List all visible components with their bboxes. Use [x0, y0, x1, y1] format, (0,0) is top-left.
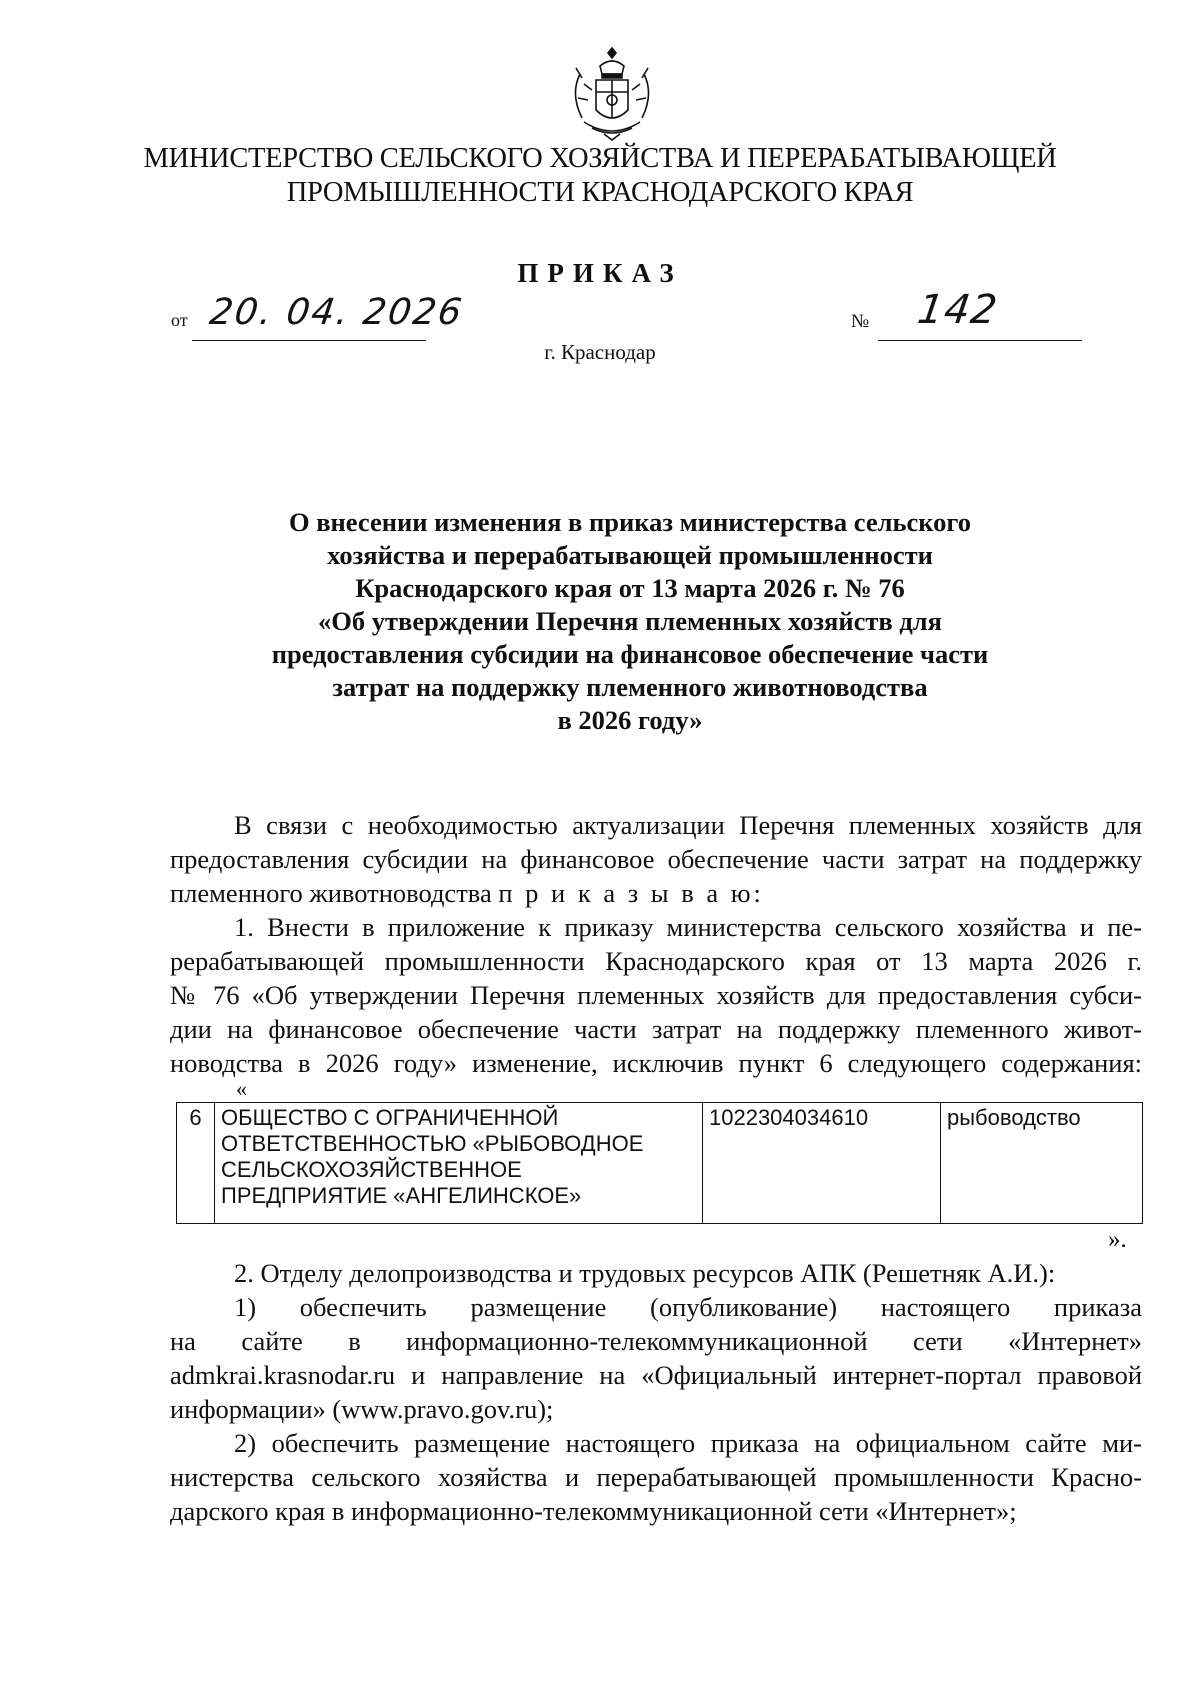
intro-line: предоставления субсидии на финансовое обеспечение части затрат на поддержку — [170, 844, 1142, 874]
quote-close: ». — [1108, 1226, 1127, 1253]
organization-name-line: ОБЩЕСТВО С ОГРАНИЧЕННОЙ — [221, 1105, 559, 1130]
item1-line: № 76 «Об утверждении Перечня племенных хозяйств для предоставления субси- — [170, 980, 1142, 1010]
title-line: «Об утверждении Перечня племенных хозяйств для — [318, 606, 942, 636]
ministry-name-line2: ПРОМЫШЛЕННОСТИ КРАСНОДАРСКОГО КРАЯ — [286, 177, 914, 208]
city: г. Краснодар — [544, 340, 656, 364]
handwritten-number: 142 — [914, 287, 1001, 333]
organization-name-line: ПРЕДПРИЯТИЕ «АНГЕЛИНСКОЕ» — [221, 1183, 582, 1208]
item1-line: рерабатывающей промышленности Краснодарского края от 13 марта 2026 г. — [170, 946, 1142, 976]
item2-1-line: информации» (www.pravo.gov.ru); — [170, 1394, 554, 1424]
handwritten-date: 20. 04. 2026 — [207, 292, 466, 333]
order-word: п р и к а з ы в а ю: — [498, 878, 764, 908]
title-line: в 2026 году» — [557, 705, 703, 735]
ministry-name-line1: МИНИСТЕРСТВО СЕЛЬСКОГО ХОЗЯЙСТВА И ПЕРЕРАБАТЫВАЮЩЕЙ — [143, 143, 1057, 174]
item1-line: дии на финансовое обеспечение части затрат на поддержку племенного живот- — [170, 1014, 1142, 1044]
title-line: затрат на поддержку племенного животноводства — [332, 672, 928, 702]
title-line: Краснодарского края от 13 марта 2026 г. № 76 — [355, 573, 905, 603]
item1-line: новодства в 2026 году» изменение, исключив пункт 6 следующего содержания: — [170, 1048, 1142, 1078]
intro-line: В связи с необходимостью актуализации Перечня племенных хозяйств для — [234, 810, 1142, 840]
title-line: О внесении изменения в приказ министерства сельского — [288, 507, 972, 537]
coat-of-arms-emblem — [566, 44, 658, 144]
row-number: 6 — [177, 1103, 215, 1224]
item2-line: 2. Отделу делопроизводства и трудовых ресурсов АПК (Решетняк А.И.): — [234, 1258, 1056, 1288]
activity-cell: рыбоводство — [941, 1103, 1143, 1224]
ogrn-cell: 1022304034610 — [703, 1103, 941, 1224]
title-line: хозяйства и перерабатывающей промышленности — [327, 540, 933, 570]
item2-2-line: нистерства сельского хозяйства и перерабатывающей промышленности Красно- — [170, 1462, 1142, 1492]
document-title — [200, 506, 1060, 737]
item2-1-line: 1) обеспечить размещение (опубликование) настоящего приказа — [234, 1292, 1142, 1322]
quote-open: « — [236, 1076, 247, 1101]
organization-name-line: ОТВЕТСТВЕННОСТЬЮ «РЫБОВОДНОЕ — [221, 1131, 644, 1156]
item2-2-line: 2) обеспечить размещение настоящего приказа на официальном сайте ми- — [234, 1428, 1142, 1458]
intro-line-last — [170, 876, 764, 910]
title-line: предоставления субсидии на финансовое обеспечение части — [271, 639, 989, 669]
number-prefix: № — [851, 311, 870, 332]
item1-line: 1. Внести в приложение к приказу министерства сельского хозяйства и пе- — [234, 912, 1142, 942]
excluded-entry-table — [176, 1102, 1143, 1224]
intro-text: племенного животноводства — [170, 878, 492, 908]
organization-name-line: СЕЛЬСКОХОЗЯЙСТВЕННОЕ — [221, 1157, 522, 1182]
date-prefix: от — [171, 310, 188, 330]
organization-name — [215, 1103, 703, 1224]
document-type-heading: ПРИКАЗ — [517, 258, 683, 288]
item2-1-line: admkrai.krasnodar.ru и направление на «Официальный интернет-портал правовой — [170, 1360, 1142, 1390]
item2-1-line: на сайте в информационно-телекоммуникационной сети «Интернет» — [170, 1326, 1142, 1356]
table-row — [177, 1103, 1143, 1224]
item2-2-line: дарского края в информационно-телекоммуникационной сети «Интернет»; — [170, 1496, 1017, 1526]
